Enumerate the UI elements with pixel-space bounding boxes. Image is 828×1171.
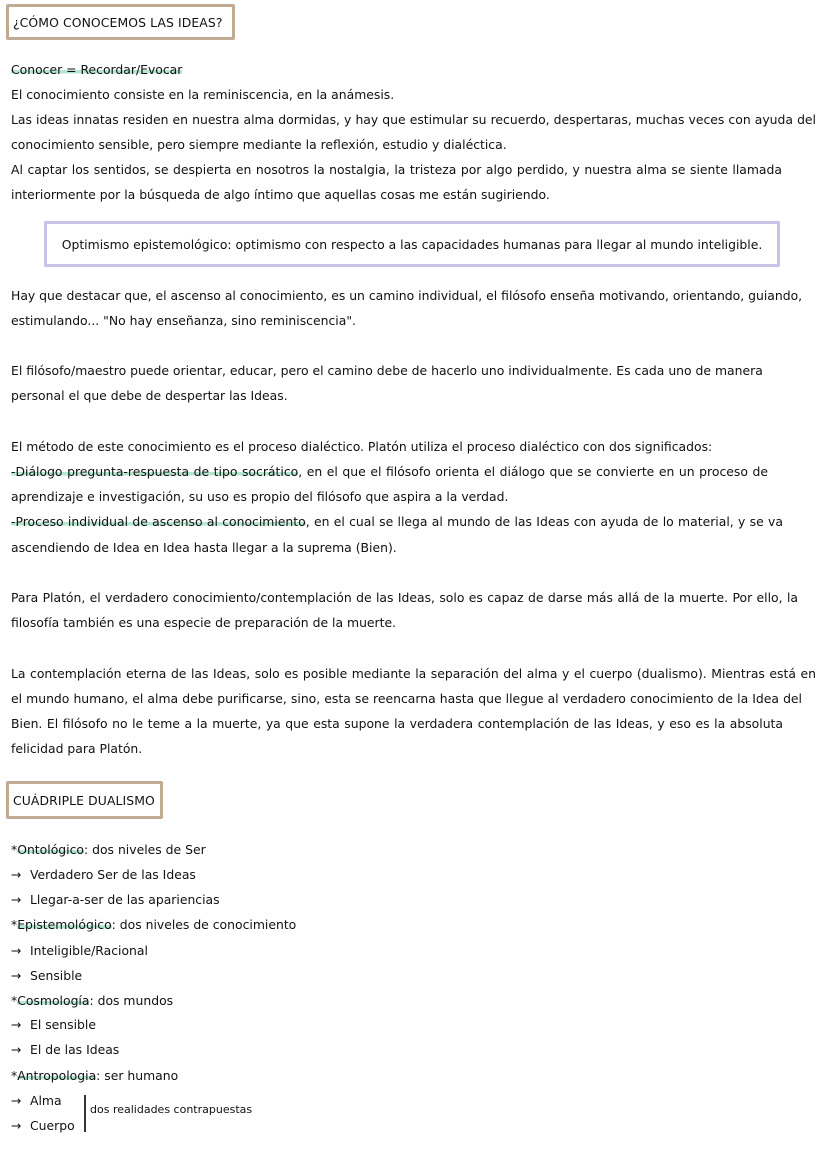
- category-desc: : ser humano: [96, 1068, 179, 1083]
- star-marker: *: [11, 993, 18, 1008]
- category-name: Epistemológico: [17, 917, 112, 932]
- list-item: [11, 942, 148, 960]
- text-line: [11, 513, 783, 531]
- text-line: El conocimiento consiste en la reminiscencia, en la anámesis.: [11, 87, 395, 102]
- text-line: [11, 463, 768, 481]
- dualism-epistemologico: [11, 916, 296, 934]
- arrow-right-icon: →: [11, 1118, 22, 1133]
- method-proceso-rest: , en el cual se llega al mundo de las Ideas con ayuda de lo material, y se va: [305, 514, 783, 529]
- item-text: Llegar-a-ser de las apariencias: [30, 892, 220, 907]
- arrow-right-icon: →: [11, 968, 22, 983]
- text-line: El método de este conocimiento es el proceso dialéctico. Platón utiliza el proceso dialéctico con dos significados:: [11, 439, 713, 454]
- list-item: [11, 891, 220, 909]
- text-line: El filósofo/maestro puede orientar, educar, pero el camino debe de hacerlo uno individualmente. Es cada uno de manera: [11, 363, 763, 378]
- list-item: [11, 1041, 119, 1059]
- category-desc: : dos mundos: [89, 993, 174, 1008]
- star-marker: *: [11, 917, 18, 932]
- list-item: [11, 1016, 96, 1034]
- list-item: [11, 1092, 62, 1110]
- text-line: interiormente por la búsqueda de algo íntimo que aquellas cosas me están sugiriendo.: [11, 187, 550, 202]
- item-text: Sensible: [30, 968, 83, 983]
- arrow-right-icon: →: [11, 1093, 22, 1108]
- dualism-cosmologia: [11, 992, 173, 1010]
- text-line: Bien. El filósofo no le teme a la muerte, ya que esta supone la verdadera contemplación de las Ideas, y eso es la absoluta: [11, 716, 783, 731]
- equation-highlight: Conocer = Recordar/Evocar: [11, 62, 183, 77]
- text-line: Para Platón, el verdadero conocimiento/contemplación de las Ideas, solo es capaz de darse más allá de la muerte. Por ello, la: [11, 590, 798, 605]
- section-heading-como-conocemos: [6, 4, 235, 40]
- text-line: Al captar los sentidos, se despierta en nosotros la nostalgia, la tristeza por algo perdido, y nuestra alma se siente llamada: [11, 162, 782, 177]
- star-marker: *: [11, 842, 18, 857]
- dualism-antropologia: [11, 1067, 178, 1085]
- item-text: Cuerpo: [30, 1118, 75, 1133]
- item-text: El sensible: [30, 1017, 96, 1032]
- heading-text: ¿CÓMO CONOCEMOS LAS IDEAS?: [13, 14, 223, 30]
- text-line: filosofía también es una especie de preparación de la muerte.: [11, 615, 397, 630]
- item-text: Alma: [30, 1093, 62, 1108]
- category-desc: : dos niveles de Ser: [83, 842, 206, 857]
- text-line: estimulando... "No hay enseñanza, sino reminiscencia".: [11, 313, 356, 328]
- arrow-right-icon: →: [11, 892, 22, 907]
- item-text: El de las Ideas: [30, 1042, 120, 1057]
- category-name: Cosmología: [17, 993, 90, 1008]
- arrow-right-icon: →: [11, 867, 22, 882]
- text-line: Las ideas innatas residen en nuestra alma dormidas, y hay que estimular su recuerdo, despertaras, muchas veces con ayuda del: [11, 112, 816, 127]
- text-line: personal el que debe de despertar las Ideas.: [11, 388, 288, 403]
- arrow-right-icon: →: [11, 943, 22, 958]
- section-heading-cuadriple-dualismo: [6, 781, 163, 819]
- list-item: [11, 1117, 75, 1135]
- star-marker: *: [11, 1068, 18, 1083]
- text-line: conocimiento sensible, pero siempre mediante la reflexión, estudio y dialéctica.: [11, 137, 507, 152]
- list-item: [11, 967, 82, 985]
- text-line: ascendiendo de Idea en Idea hasta llegar a la suprema (Bien).: [11, 540, 397, 555]
- method-dialogo-rest: , en el que el filósofo orienta el diálogo que se convierte en un proceso de: [298, 464, 768, 479]
- text-line: aprendizaje e investigación, su uso es propio del filósofo que aspira a la verdad.: [11, 489, 509, 504]
- text-line: Hay que destacar que, el ascenso al conocimiento, es un camino individual, el filósofo enseña motivando, orientando, guiando,: [11, 288, 803, 303]
- quote-text: Optimismo epistemológico: optimismo con respecto a las capacidades humanas para llegar al mundo inteligible.: [61, 236, 763, 252]
- text-line: el mundo humano, el alma debe purificarse, sino, esta se reencarna hasta que llegue al verdadero conocimiento de la Idea del: [11, 691, 802, 706]
- method-proceso-highlight: -Proceso individual de ascenso al conocimiento: [11, 514, 306, 529]
- bracket-note: dos realidades contrapuestas: [90, 1103, 253, 1116]
- category-name: Ontológico: [17, 842, 84, 857]
- arrow-right-icon: →: [11, 1042, 22, 1057]
- item-text: Inteligible/Racional: [30, 943, 148, 958]
- category-desc: : dos niveles de conocimiento: [111, 917, 297, 932]
- heading-text: CUÁDRIPLE DUALISMO: [13, 792, 155, 808]
- arrow-right-icon: →: [11, 1017, 22, 1032]
- dualism-ontologico: [11, 841, 206, 859]
- quote-box: [44, 221, 780, 267]
- list-item: [11, 866, 196, 884]
- category-name: Antropologia: [17, 1068, 97, 1083]
- item-text: Verdadero Ser de las Ideas: [30, 867, 196, 882]
- text-line: felicidad para Platón.: [11, 741, 143, 756]
- equation-line: [11, 61, 816, 79]
- method-dialogo-highlight: -Diálogo pregunta-respuesta de tipo socrático: [11, 464, 299, 479]
- text-line: La contemplación eterna de las Ideas, solo es posible mediante la separación del alma y el cuerpo (dualismo). Mientras está en: [11, 666, 816, 681]
- bracket-line: [84, 1095, 86, 1132]
